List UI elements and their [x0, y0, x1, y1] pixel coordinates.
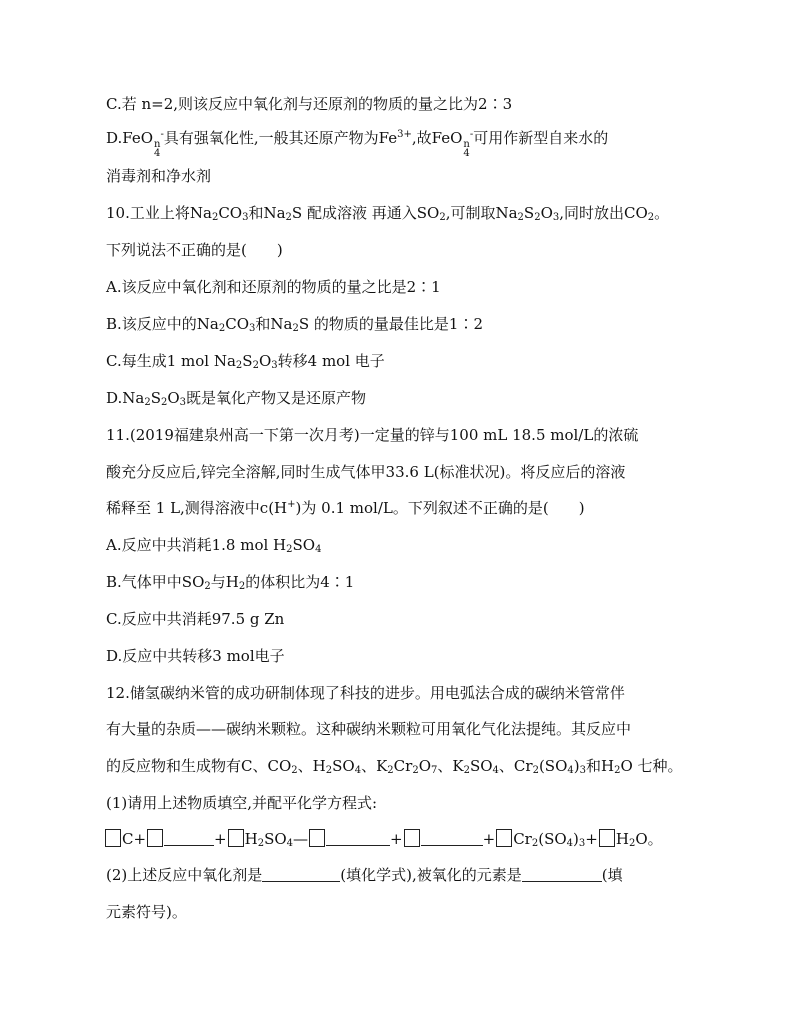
q11-option-b: B.气体甲中$SO_2$与$H_2$的体积比为4∶1 — [106, 573, 355, 592]
q10-option-a: A.该反应中氧化剂和还原剂的物质的量之比是2∶1 — [106, 278, 441, 296]
q12-part2-line2: 元素符号)。 — [106, 903, 187, 921]
q11-stem-line3: 稀释至 1 L,测得溶液中c(H+)为 0.1 mol/L。下列叙述不正确的是( ) — [106, 499, 585, 517]
q11-stem-line2: 酸充分反应后,锌完全溶解,同时生成气体甲33.6 L(标准状况)。将反应后的溶液 — [106, 463, 626, 481]
coefficient-box-4[interactable] — [309, 829, 325, 847]
coefficient-box-2[interactable] — [147, 829, 163, 847]
q12-equation: $C+ + H_2SO_4—$ + + $Cr_2(SO_4)_3+ H_2O$。 — [104, 826, 694, 852]
q11-stem: 11.(2019福建泉州高一下第一次月考)一定量的锌与100 mL 18.5 mol/L的浓硫 — [106, 426, 639, 444]
q9-option-c: C.若 n=2,则该反应中氧化剂与还原剂的物质的量之比为2∶3 — [106, 95, 513, 113]
q12-part1: (1)请用上述物质填空,并配平化学方程式: — [106, 794, 378, 812]
coefficient-box-1[interactable] — [105, 829, 121, 847]
q9-option-d-line2: 消毒剂和净水剂 — [106, 167, 212, 185]
q10-option-c: C.每生成1 mol $Na_2S_2O_3$转移4 mol 电子 — [106, 352, 385, 371]
coefficient-box-3[interactable] — [228, 829, 244, 847]
formula-blank-2[interactable] — [326, 831, 390, 846]
q10-option-b: B.该反应中的$Na_2CO_3$和$Na_2S$ 的物质的量最佳比是1∶2 — [106, 315, 483, 334]
q10-option-d: $D.Na_2S_2O_3$既是氧化产物又是还原产物 — [106, 389, 367, 408]
q11-option-d: D.反应中共转移3 mol电子 — [106, 647, 285, 665]
coefficient-box-6[interactable] — [496, 829, 512, 847]
oxidant-blank[interactable] — [262, 867, 340, 882]
formula-blank-1[interactable] — [164, 831, 214, 846]
q11-option-c: C.反应中共消耗97.5 g Zn — [106, 610, 285, 628]
q12-stem-line3: 的反应物和生成物有C、$CO_2$、$H_2SO_4$、$K_2Cr_2O_7$、$K_2SO_4$、$Cr_2(SO_4)_3$和$H_2O$ 七种。 — [106, 757, 683, 776]
q11-option-a: A.反应中共消耗1.8 mol $H_2SO_4$ — [106, 536, 322, 555]
q10-stem: 10.工业上将$Na_2CO_3$和$Na_2S$ 配成溶液 再通入$SO_2$,可制取$Na_2S_2O_3$,同时放出$CO_2$。 — [106, 204, 670, 223]
q9-option-d: D.FeO n 4 -具有强氧化性,一般其还原产物为$Fe^{3+}$,故FeO n 4 -可用作新型自来水的 — [106, 129, 609, 159]
coefficient-box-7[interactable] — [599, 829, 615, 847]
q12-stem-line2: 有大量的杂质——碳纳米颗粒。这种碳纳米颗粒可用氧化气化法提纯。其反应中 — [106, 720, 632, 738]
oxidized-element-blank[interactable] — [522, 867, 602, 882]
q10-stem-line2: 下列说法不正确的是( ) — [106, 241, 283, 259]
formula-blank-3[interactable] — [421, 831, 483, 846]
coefficient-box-5[interactable] — [404, 829, 420, 847]
q12-part2: (2)上述反应中氧化剂是 (填化学式),被氧化的元素是 (填 — [106, 866, 623, 884]
q12-stem: 12.储氢碳纳米管的成功研制体现了科技的进步。用电弧法合成的碳纳米管常伴 — [106, 684, 625, 702]
